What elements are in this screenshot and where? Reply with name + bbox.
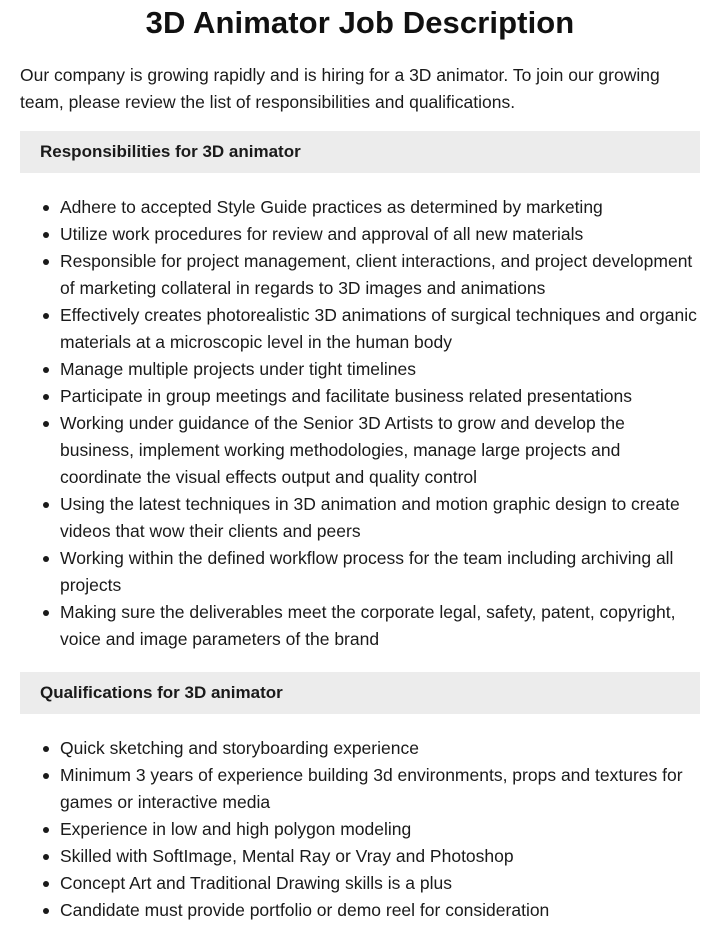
list-item: Experience in low and high polygon modeling xyxy=(60,816,700,843)
qualifications-heading: Qualifications for 3D animator xyxy=(20,672,700,714)
list-item: Manage multiple projects under tight timelines xyxy=(60,356,700,383)
responsibilities-list xyxy=(20,194,700,653)
list-item: Candidate must provide portfolio or demo reel for consideration xyxy=(60,897,700,924)
intro-paragraph: Our company is growing rapidly and is hiring for a 3D animator. To join our growing team, please review the list of responsibilities and qualifications. xyxy=(20,65,660,112)
list-item: Adhere to accepted Style Guide practices as determined by marketing xyxy=(60,194,700,221)
list-item: Using the latest techniques in 3D animation and motion graphic design to create videos that wow their clients and peers xyxy=(60,491,700,545)
list-item: Working under guidance of the Senior 3D Artists to grow and develop the business, implement working methodologies, manage large projects and coordinate the visual effects output and quality control xyxy=(60,410,700,491)
list-item: Skilled with SoftImage, Mental Ray or Vray and Photoshop xyxy=(60,843,700,870)
qualifications-list xyxy=(20,735,700,924)
page-title: 3D Animator Job Description xyxy=(145,5,575,40)
list-item: Concept Art and Traditional Drawing skills is a plus xyxy=(60,870,700,897)
list-item: Working within the defined workflow process for the team including archiving all projects xyxy=(60,545,700,599)
list-item: Participate in group meetings and facilitate business related presentations xyxy=(60,383,700,410)
list-item: Quick sketching and storyboarding experience xyxy=(60,735,700,762)
list-item: Minimum 3 years of experience building 3d environments, props and textures for games or interactive media xyxy=(60,762,700,816)
list-item: Utilize work procedures for review and approval of all new materials xyxy=(60,221,700,248)
list-item: Effectively creates photorealistic 3D animations of surgical techniques and organic materials at a microscopic level in the human body xyxy=(60,302,700,356)
responsibilities-heading: Responsibilities for 3D animator xyxy=(20,131,700,173)
list-item: Responsible for project management, client interactions, and project development of marketing collateral in regards to 3D images and animations xyxy=(60,248,700,302)
list-item: Making sure the deliverables meet the corporate legal, safety, patent, copyright, voice and image parameters of the brand xyxy=(60,599,700,653)
